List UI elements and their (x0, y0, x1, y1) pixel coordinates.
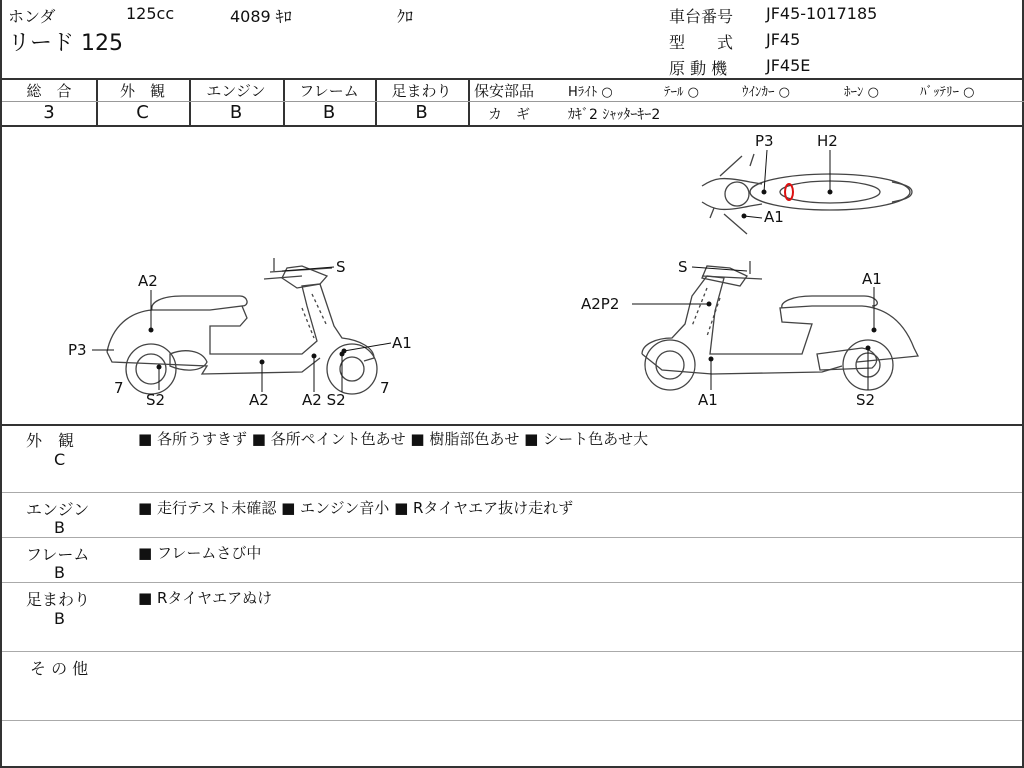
safety-item-battery: ﾊﾞｯﾃﾘｰ ○ (920, 85, 975, 100)
label-a1-top: A1 (764, 208, 784, 226)
safety-item-winker: ｳｲﾝｶｰ ○ (742, 85, 790, 100)
remark-grade-engine: B (54, 518, 65, 537)
remark-text-suspension: ■ Rタイヤエアぬけ (138, 589, 273, 607)
safety-item-horn: ﾎｰﾝ ○ (844, 85, 879, 100)
label-s-right: S (678, 258, 688, 276)
label-p3-top: P3 (755, 132, 774, 150)
safety-label: 保安部品 (474, 82, 535, 100)
engine-value: JF45E (766, 56, 811, 75)
grade-label-exterior: 外 観 (119, 82, 165, 100)
label-a2p2-right: A2P2 (581, 295, 620, 313)
remark-grade-suspension: B (54, 609, 65, 628)
mileage: 4089 ｷﾛ (230, 7, 292, 26)
label-s2-left: S2 (146, 391, 166, 409)
label-a1-right: A1 (862, 270, 882, 288)
label-s-left: S (336, 258, 346, 276)
key-label: カ ギ (488, 107, 530, 123)
safety-item-headlight: Hﾗｲﾄ ○ (568, 85, 613, 100)
model-name: リード 125 (8, 31, 123, 56)
label-a2-left: A2 (138, 272, 158, 290)
displacement: 125cc (126, 4, 175, 23)
grade-label-suspension: 足まわり (391, 82, 452, 100)
color: ｸﾛ (397, 7, 414, 26)
remark-label-engine: エンジン (26, 500, 90, 519)
type-value: JF45 (766, 30, 801, 49)
frame-no: JF45-1017185 (766, 4, 878, 23)
remark-text-frame: ■ フレームさび中 (138, 544, 262, 562)
safety-item-tail: ﾃｰﾙ ○ (664, 85, 699, 100)
divider (2, 651, 1022, 652)
grade-value-suspension: B (415, 102, 428, 123)
divider (468, 78, 470, 126)
divider (468, 101, 1024, 102)
remark-label-exterior: 外 観 (26, 431, 75, 450)
divider (2, 424, 1022, 426)
damage-highlight-marker (785, 184, 793, 200)
key-text: ｶｷﾞ2 ｼｬｯﾀｰｷｰ2 (568, 107, 661, 123)
divider (2, 492, 1022, 493)
label-a2-left-b: A2 (249, 391, 269, 409)
grade-value-frame: B (322, 102, 336, 123)
remark-label-frame: フレーム (26, 545, 90, 564)
divider (2, 582, 1022, 583)
maker: ホンダ (8, 7, 56, 26)
remark-text-exterior: ■ 各所うすきず ■ 各所ペイント色あせ ■ 樹脂部色あせ ■ シート色あせ大 (138, 430, 649, 448)
label-p3-left: P3 (68, 341, 87, 359)
remark-grade-frame: B (54, 563, 65, 582)
type-label: 型 式 (669, 33, 734, 52)
grade-value-overall: 3 (43, 102, 55, 123)
remark-label-suspension: 足まわり (26, 590, 91, 609)
grade-label-engine: エンジン (206, 82, 266, 100)
divider (2, 720, 1022, 721)
label-a1-left: A1 (392, 334, 412, 352)
label-a2s2-left: A2 S2 (302, 391, 346, 409)
label-a1-right-b: A1 (698, 391, 718, 409)
damage-diagram (2, 126, 1022, 424)
engine-label: 原 動 機 (669, 59, 728, 78)
label-7-left-a: 7 (114, 379, 124, 397)
divider (2, 537, 1022, 538)
remark-label-other: そ の 他 (30, 659, 89, 678)
frame-no-label: 車台番号 (669, 7, 734, 26)
grade-value-engine: B (229, 102, 243, 123)
label-h2-top: H2 (817, 132, 838, 150)
grade-value-exterior: C (136, 102, 149, 123)
remark-grade-exterior: C (54, 450, 66, 469)
grade-label-overall: 総 合 (26, 82, 72, 100)
remark-text-engine: ■ 走行テスト未確認 ■ エンジン音小 ■ Rタイヤエア抜け走れず (138, 499, 574, 517)
scooter-top-view (702, 154, 912, 234)
label-s2-right: S2 (856, 391, 876, 409)
label-7-left-b: 7 (380, 379, 390, 397)
grade-label-frame: フレーム (299, 82, 359, 100)
